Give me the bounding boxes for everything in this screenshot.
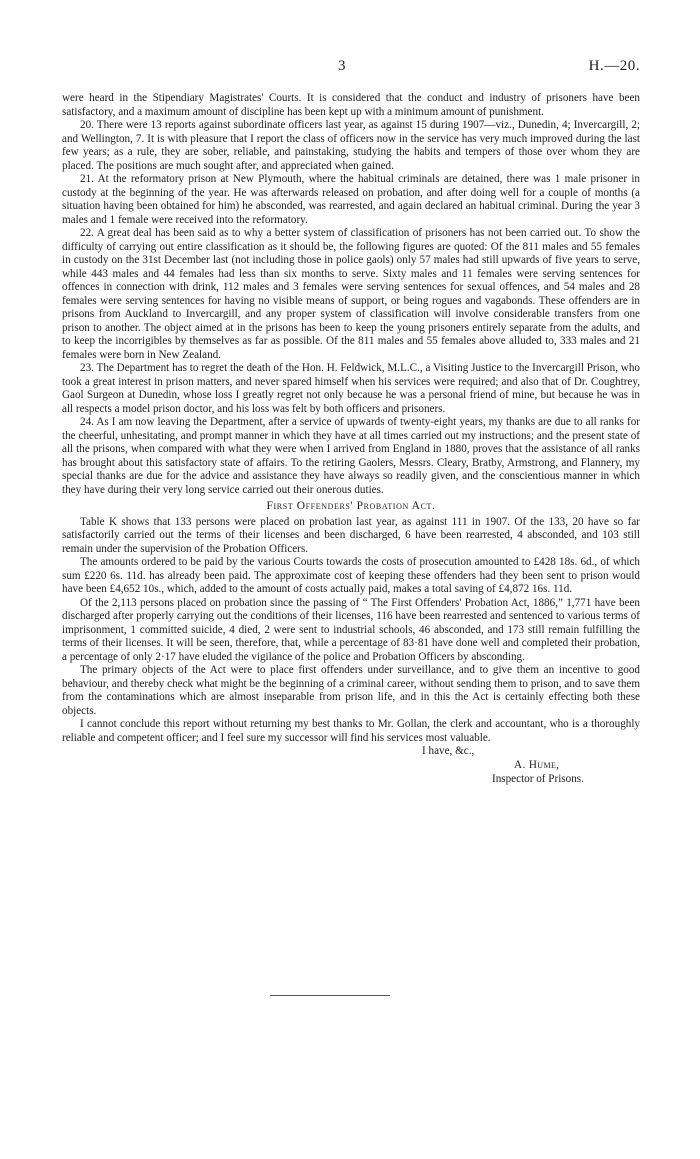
end-rule (270, 995, 390, 996)
page-header (0, 58, 700, 80)
section-heading: First Offenders' Probation Act. (266, 500, 436, 512)
paragraph-24: 24. As I am now leaving the Department, after a service of upwards of twenty-eight years, my thanks are due to all ranks for the cheerful, unhesitating, and prompt manner in which they have at all times carried out my instructions; and the present state of all the prisons, when compared with what they were when I arrived from England in 1880, proves that the assistance of all ranks has brought about this satisfactory state of affairs. To the retiring Gaolers, Messrs. Cleary, Bratby, Armstrong, and Flannery, my special thanks are due for the advice and assistance they have always so readily given, and the conscientious manner in which they have during their very long service carried out their onerous duties. (62, 416, 640, 496)
signatory-title: Inspector of Prisons. (492, 773, 584, 785)
report-body (62, 92, 640, 801)
probation-paragraph-4: The primary objects of the Act were to place first offenders under surveillance, and to give them an incentive to good behaviour, and thereby check what might be the beginning of a criminal career, without sending them to prison, and to save them from the contaminations which are almost inseparable from prison life, and in this the Act is certainly effecting both these objects. (62, 664, 640, 717)
paragraph-23: 23. The Department has to regret the death of the Hon. H. Feldwick, M.L.C., a Visiting Justice to the Invercargill Prison, who took a great interest in prison matters, and never spared himself when his services were required; and also that of Dr. Coughtrey, Gaol Surgeon at Dunedin, whose loss I greatly regret not only because he was a personal friend of mine, but because he was in all respects a model prison doctor, and his loss was felt by both officers and prisoners. (62, 362, 640, 415)
signature-block (62, 745, 640, 801)
paragraph-continuation: were heard in the Stipendiary Magistrates' Courts. It is considered that the conduct and industry of prisoners have been satisfactory, and a maximum amount of discipline has been kept up with a minimum amount of punishment. (62, 92, 640, 118)
paragraph-20: 20. There were 13 reports against subordinate officers last year, as against 15 during 1907—viz., Dunedin, 4; Invercargill, 2; and Wellington, 7. It is with pleasure that I report the class of officers now in the service has very much improved during the last few years; as a rule, they are sober, reliable, and painstaking, studying the habits and tempers of those over whom they are placed. The positions are much sought after, and appreciated when gained. (62, 119, 640, 172)
valediction: I have, &c., (422, 745, 475, 757)
document-reference: H.—20. (588, 58, 640, 74)
signatory-name: A. Hume, (514, 759, 560, 771)
probation-paragraph-1: Table K shows that 133 persons were placed on probation last year, as against 111 in 1907. Of the 133, 20 have so far satisfactorily carried out the terms of their licenses and been discharged, 6 have been rearrested, 4 absconded, and 103 still remain under the supervision of the Probation Officers. (62, 515, 640, 555)
page-number: 3 (338, 58, 346, 74)
probation-paragraph-2: The amounts ordered to be paid by the various Courts towards the costs of prosecution amounted to £428 18s. 6d., of which sum £220 6s. 11d. has already been paid. The approximate cost of keeping these offenders had they been sent to prison would have been £4,652 10s., which, added to the amount of costs actually paid, makes a total saving of £4,872 16s. 11d. (62, 556, 640, 595)
closing-paragraph: I cannot conclude this report without returning my best thanks to Mr. Gollan, the clerk and accountant, who is a thoroughly reliable and competent officer; and I feel sure my successor will find his services most valuable. (62, 718, 640, 744)
probation-paragraph-3: Of the 2,113 persons placed on probation since the passing of “ The First Offenders' Probation Act, 1886,” 1,771 have been discharged after properly carrying out the conditions of their licenses, 116 have been rearrested and sentenced to various terms of imprisonment, 1 committed suicide, 4 died, 2 were sent to industrial schools, 46 absconded, and 173 still remain fulfilling the terms of their licenses. It will be seen, therefore, that, while a percentage of 83·81 have done well and completed their probation, a percentage of only 2·17 have eluded the vigilance of the police and Probation Officers by absconding. (62, 596, 640, 663)
paragraph-22: 22. A great deal has been said as to why a better system of classification of prisoners has not been carried out. To show the difficulty of carrying out entire classification as it should be, the following figures are quoted: Of the 811 males and 55 females in custody on the 31st December last (not including those in police gaols) only 57 males had still upwards of five years to serve, while 443 males and 44 females had less than six months to serve. Sixty males and 11 females were serving sentences for offences in connection with drink, 112 males and 3 females were serving sentences for sexual offences, and 54 males and 28 females were serving sentences for having no visible means of support, or being rogues and vagabonds. These offenders are in prisons from Auckland to Invercargill, and any proper system of classification will involve considerable transfers from one prison to another. The object aimed at in the prisons has been to keep the young prisoners entirely separate from the adults, and to keep the incorrigibles by themselves as far as possible. Of the 811 males and 55 females above alluded to, 333 males and 21 females were born in New Zealand. (62, 227, 640, 361)
paragraph-21: 21. At the reformatory prison at New Plymouth, where the habitual criminals are detained, there was 1 male prisoner in custody at the beginning of the year. He was afterwards released on probation, and after doing well for a couple of months (a situation having been obtained for him) he absconded, was rearrested, and again declared an habitual criminal. During the year 3 males and 1 female were received into the reformatory. (62, 173, 640, 226)
